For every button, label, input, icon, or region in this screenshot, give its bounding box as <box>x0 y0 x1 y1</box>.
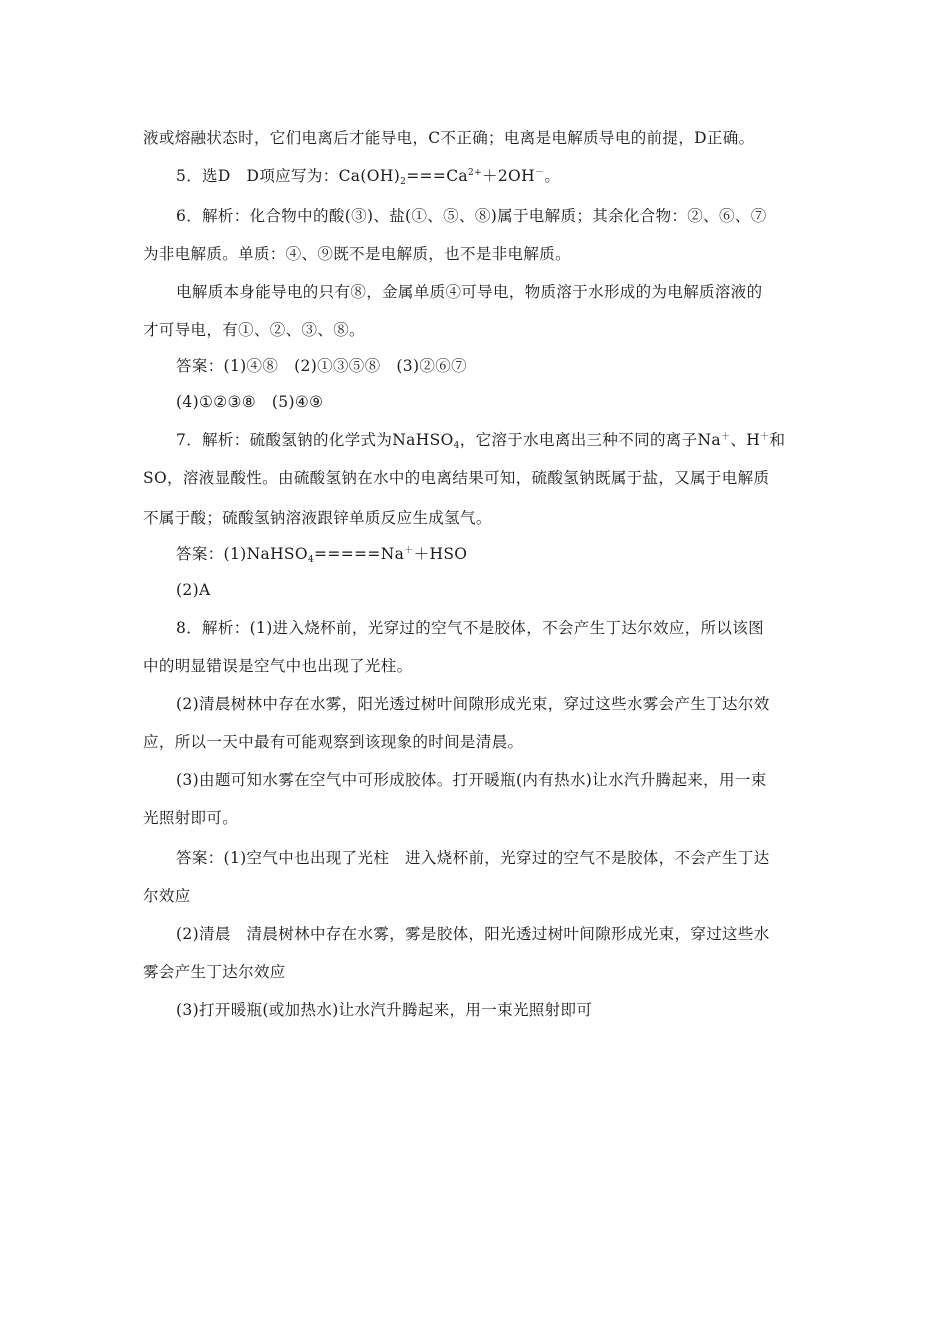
text-line: SO，溶液显酸性。由硫酸氢钠在水中的电离结果可知，硫酸氢钠既属于盐，又属于电解质 <box>143 469 770 487</box>
text-line: 答案：(1)空气中也出现了光柱 进入烧杯前，光穿过的空气不是胶体，不会产生丁达 <box>176 849 770 867</box>
text-line: 尔效应 <box>143 887 191 905</box>
text-line: (2)A <box>176 581 211 599</box>
text-line: 应，所以一天中最有可能观察到该现象的时间是清晨。 <box>143 733 524 751</box>
text-span: 答案：(1) <box>176 545 247 563</box>
analysis-7-line <box>176 430 785 450</box>
text-line: 雾会产生丁达尔效应 <box>143 963 286 981</box>
text-line: 6．解析：化合物中的酸(③)、盐(①、⑤、⑧)属于电解质；其余化合物：②、⑥、⑦ <box>176 207 767 225</box>
formula: NaHSO$_4$，它溶于水电离出三种不同的离子Na＋、H＋和 <box>392 431 786 451</box>
text-line: (2)清晨 清晨树林中存在水雾，雾是胶体，阳光透过树叶间隙形成光束，穿过这些水 <box>176 925 770 943</box>
text-line: 为非电解质。单质：④、⑨既不是电解质，也不是非电解质。 <box>143 245 571 263</box>
text-span: 7．解析：硫酸氢钠的化学式为 <box>176 431 393 449</box>
text-span: 5．选D D项应写为： <box>176 167 339 185</box>
answer-7-line <box>176 544 467 564</box>
text-line: 不属于酸；硫酸氢钠溶液跟锌单质反应生成氢气。 <box>143 509 492 527</box>
text-line: 答案：(1)④⑧ (2)①③⑤⑧ (3)②⑥⑦ <box>176 357 467 375</box>
text-line: 才可导电，有①、②、③、⑧。 <box>143 321 365 339</box>
text-line: (2)清晨树林中存在水雾，阳光透过树叶间隙形成光束，穿过这些水雾会产生丁达尔效 <box>176 695 770 713</box>
text-line: (3)由题可知水雾在空气中可形成胶体。打开暖瓶(内有热水)让水汽升腾起来，用一束 <box>176 771 767 789</box>
formula: NaHSO$_4$=====Na＋＋HSO <box>246 545 468 565</box>
text-line: 液或熔融状态时，它们电离后才能导电，C不正确；电离是电解质导电的前提，D正确。 <box>143 129 755 147</box>
text-line: (3)打开暖瓶(或加热水)让水汽升腾起来，用一束光照射即可 <box>176 1001 593 1019</box>
text-line: 8．解析：(1)进入烧杯前，光穿过的空气不是胶体，不会产生丁达尔效应，所以该图 <box>176 619 764 637</box>
text-line: 中的明显错误是空气中也出现了光柱。 <box>143 657 413 675</box>
text-line: 光照射即可。 <box>143 809 239 827</box>
text-line: (4)①②③⑧ (5)④⑨ <box>176 393 324 411</box>
text-line: 电解质本身能导电的只有⑧，金属单质④可导电，物质溶于水形成的为电解质溶液的 <box>176 283 763 301</box>
formula: $Ca(OH)_2===Ca^{2+}+2OH^-$。 <box>338 167 561 187</box>
answer-5-line <box>176 166 560 186</box>
